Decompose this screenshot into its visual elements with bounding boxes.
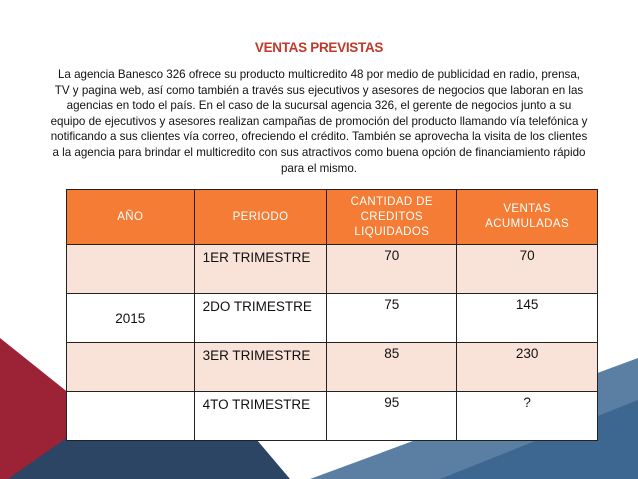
cell-year: 2015 bbox=[67, 294, 195, 343]
table-row bbox=[67, 343, 598, 392]
table-row bbox=[67, 392, 598, 441]
table-row bbox=[67, 294, 598, 343]
cell-credits: 95 bbox=[327, 392, 457, 441]
sales-table bbox=[66, 189, 598, 441]
description-paragraph: La agencia Banesco 326 ofrece su producto multicredito 48 por medio de publicidad en radio, prensa, TV y pagina web, así como también a través sus ejecutivos y asesores de negocios que laboran en las agencias en todo el país. En el caso de la sucursal agencia 326, el gerente de negocios junto a su equipo de ejecutivos y asesores realizan campañas de promoción del producto llamando vía telefónica y notificando a sus clientes vía correo, ofreciendo el crédito. También se aprovecha la visita de los clientes a la agencia para brindar el multicredito con sus atractivos como buena opción de financiamiento rápido para el mismo. bbox=[50, 68, 588, 175]
header-sales: VENTAS ACUMULADAS bbox=[457, 190, 598, 245]
cell-credits: 70 bbox=[327, 245, 457, 294]
cell-period: 2DO TRIMESTRE bbox=[194, 294, 327, 343]
cell-sales: 230 bbox=[457, 343, 598, 392]
table-header-row bbox=[67, 190, 598, 245]
cell-period: 1ER TRIMESTRE bbox=[194, 245, 327, 294]
slide-title: VENTAS PREVISTAS bbox=[254, 40, 384, 55]
cell-year bbox=[67, 343, 195, 392]
cell-period: 3ER TRIMESTRE bbox=[194, 343, 327, 392]
cell-sales: 70 bbox=[457, 245, 598, 294]
cell-year bbox=[67, 392, 195, 441]
cell-credits: 75 bbox=[327, 294, 457, 343]
cell-sales: 145 bbox=[457, 294, 598, 343]
cell-sales: ? bbox=[457, 392, 598, 441]
cell-year bbox=[67, 245, 195, 294]
cell-credits: 85 bbox=[327, 343, 457, 392]
header-period: PERIODO bbox=[194, 190, 327, 245]
cell-period: 4TO TRIMESTRE bbox=[194, 392, 327, 441]
header-credits: CANTIDAD DE CREDITOS LIQUIDADOS bbox=[327, 190, 457, 245]
table-row bbox=[67, 245, 598, 294]
header-year: AÑO bbox=[67, 190, 195, 245]
